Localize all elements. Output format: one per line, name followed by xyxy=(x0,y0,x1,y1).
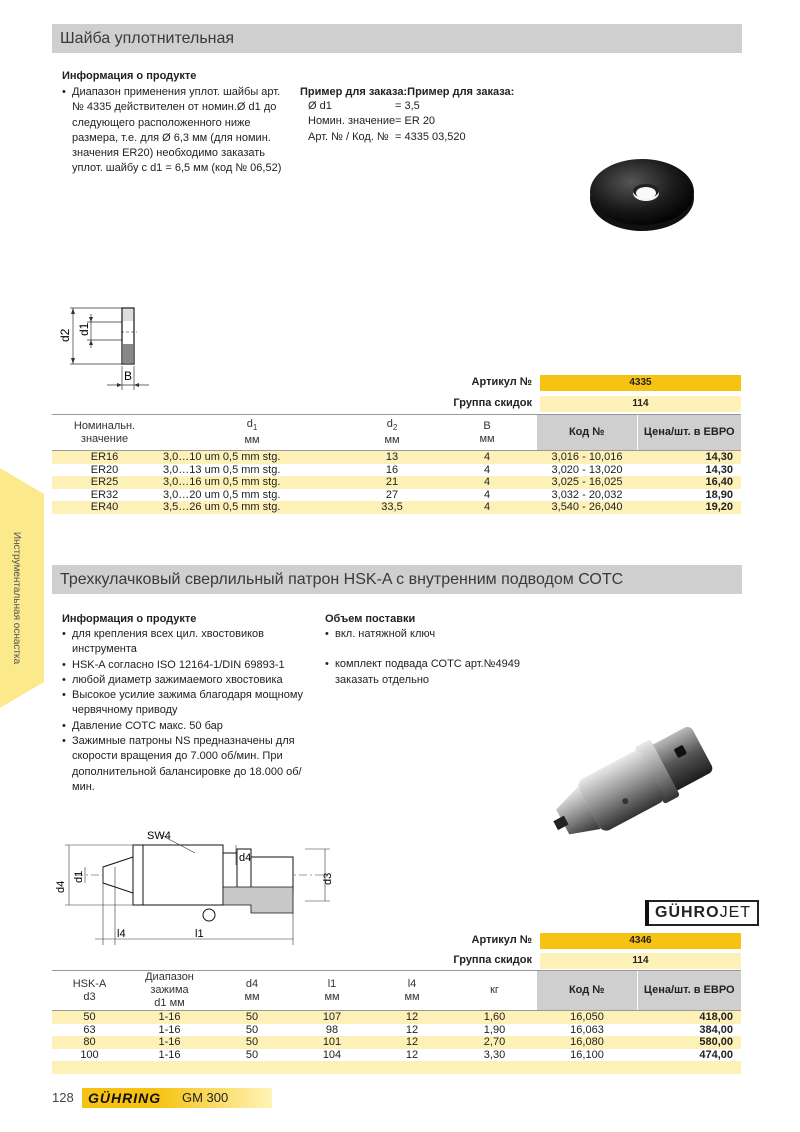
cell-d2: 21 xyxy=(347,476,437,489)
cell-l1: 104 xyxy=(292,1049,372,1062)
table-row xyxy=(52,501,741,514)
cell-d1: 3,0…10 um 0,5 mm stg. xyxy=(157,451,347,464)
cell-l1: 101 xyxy=(292,1036,372,1049)
cell-nominal: ER40 xyxy=(52,501,157,514)
label-d2: d2 xyxy=(58,328,72,342)
product-info-washer xyxy=(62,70,287,177)
info-bullet: • HSK-A согласно ISO 12164-1/DIN 69893-1 xyxy=(62,658,324,673)
cell-price: 18,90 xyxy=(637,489,741,502)
cell-price: 580,00 xyxy=(637,1036,741,1049)
info-title: Информация о продукте xyxy=(62,70,197,82)
cell-l1: 98 xyxy=(292,1024,372,1037)
cell-d4: 50 xyxy=(212,1011,292,1024)
table-row xyxy=(52,451,741,464)
table-row xyxy=(52,489,741,502)
section-title-chuck: Трехкулачковый сверлильный патрон HSK-A с внутренним подводом СОТС xyxy=(52,565,742,594)
label-d1: d1 xyxy=(73,870,85,883)
order-label: Ø d1 xyxy=(308,100,332,112)
cell-code: 16,100 xyxy=(537,1049,637,1062)
table-row xyxy=(52,1024,741,1037)
brand-logo: GÜHRING xyxy=(88,1090,162,1106)
discount-label: Группа скидок xyxy=(453,397,532,409)
scope-title: Объем поставки xyxy=(325,613,416,625)
cell-kg: 1,60 xyxy=(452,1011,537,1024)
col-d4: d4 мм xyxy=(212,971,292,1011)
scope-list xyxy=(325,627,555,688)
label-d3: d3 xyxy=(322,872,334,885)
section-title-washer: Шайба уплотнительная xyxy=(52,24,742,53)
cell-d2: 13 xyxy=(347,451,437,464)
label-sw4: SW4 xyxy=(147,830,171,842)
cell-price: 16,40 xyxy=(637,476,741,489)
cell-price: 14,30 xyxy=(637,464,741,477)
order-rows xyxy=(300,99,540,145)
label-d4: d4 xyxy=(55,880,67,893)
cell-d1: 3,5…26 um 0,5 mm stg. xyxy=(157,501,347,514)
cell-hsk: 63 xyxy=(52,1024,127,1037)
cell-code: 3,540 - 26,040 xyxy=(537,501,637,514)
order-example xyxy=(300,86,540,145)
col-hsk: HSK-A d3 xyxy=(52,971,127,1011)
washer-drawing xyxy=(55,300,155,392)
page-number: 128 xyxy=(52,1090,74,1105)
side-tab xyxy=(0,468,44,708)
info-title: Информация о продукте xyxy=(62,613,197,625)
cell-range: 1-16 xyxy=(127,1024,212,1037)
scope-of-delivery xyxy=(325,613,555,688)
scope-bullet: • вкл. натяжной ключ xyxy=(325,627,555,642)
order-label: Номин. значение xyxy=(308,115,396,128)
cell-b: 4 xyxy=(437,501,537,514)
article-value: 4335 xyxy=(540,375,741,391)
col-l4: l4 мм xyxy=(372,971,452,1011)
cell-range: 1-16 xyxy=(127,1049,212,1062)
cell-b: 4 xyxy=(437,464,537,477)
cell-hsk: 80 xyxy=(52,1036,127,1049)
info-bullet: • Высокое усилие зажима благодаря мощному червячному приводу xyxy=(62,688,324,719)
cell-nominal: ER25 xyxy=(52,476,157,489)
cell-range: 1-16 xyxy=(127,1036,212,1049)
cell-d4: 50 xyxy=(212,1024,292,1037)
table-row xyxy=(52,1036,741,1049)
col-b: B мм xyxy=(437,415,537,451)
guhrojet-logo: GÜHROJET xyxy=(645,900,759,926)
cell-d2: 16 xyxy=(347,464,437,477)
order-value: = 4335 03,520 xyxy=(395,130,466,143)
cell-code: 16,063 xyxy=(537,1024,637,1037)
table-row xyxy=(52,476,741,489)
cell-range: 1-16 xyxy=(127,1011,212,1024)
cell-d4: 50 xyxy=(212,1036,292,1049)
cell-nominal: ER32 xyxy=(52,489,157,502)
label-b: B xyxy=(124,369,133,383)
cell-d2: 27 xyxy=(347,489,437,502)
info-list xyxy=(62,627,324,795)
cell-d4: 50 xyxy=(212,1049,292,1062)
cell-l4: 12 xyxy=(372,1049,452,1062)
label-d3-top: d4 xyxy=(239,852,252,864)
cell-kg: 2,70 xyxy=(452,1036,537,1049)
catalog-model: GM 300 xyxy=(182,1090,229,1105)
info-bullet: • для крепления всех цил. хвостовиков инструмента xyxy=(62,627,324,658)
info-list xyxy=(62,85,287,177)
col-code: Код № xyxy=(537,415,637,451)
col-kg: кг xyxy=(452,971,537,1011)
chuck-drawing xyxy=(55,825,355,950)
info-bullet: • Диапазон применения уплот. шайбы арт. № 4335 действителен от номин.Ø d1 до следующего расположенного ниже размера, т.е. для Ø 6,3 мм (для номин. значения ER20) необходимо заказать уплот. шайбу с d1 = 6,5 мм (код № 06,52) xyxy=(62,85,287,177)
label-l1: l1 xyxy=(195,928,204,940)
order-value: = ER 20 xyxy=(395,115,436,128)
order-title: Пример для заказа:Пример для заказа: xyxy=(300,86,515,98)
cell-b: 4 xyxy=(437,476,537,489)
cell-price: 418,00 xyxy=(637,1011,741,1024)
discount-value: 114 xyxy=(540,396,741,412)
cell-code: 3,016 - 10,016 xyxy=(537,451,637,464)
chuck-photo xyxy=(545,705,745,865)
cell-d1: 3,0…20 um 0,5 mm stg. xyxy=(157,489,347,502)
cell-price: 384,00 xyxy=(637,1024,741,1037)
col-price: Цена/шт. в ЕВРО xyxy=(637,971,741,1011)
cell-kg: 3,30 xyxy=(452,1049,537,1062)
col-nominal: Номинальн. значение xyxy=(52,415,157,451)
cell-kg: 1,90 xyxy=(452,1024,537,1037)
cell-b: 4 xyxy=(437,489,537,502)
discount-value: 114 xyxy=(540,953,741,969)
cell-code: 16,080 xyxy=(537,1036,637,1049)
cell-d1: 3,0…16 um 0,5 mm stg. xyxy=(157,476,347,489)
cell-l4: 12 xyxy=(372,1011,452,1024)
side-tab-label: Инструментальная оснастка xyxy=(11,531,22,665)
col-range: Диапазон зажима d1 мм xyxy=(127,971,212,1011)
info-bullet: • Зажимные патроны NS предназначены для скорости вращения до 7.000 об/мин. При дополнительной балансировке до 18.000 об/мин. xyxy=(62,734,324,795)
cell-hsk: 100 xyxy=(52,1049,127,1062)
cell-code: 3,025 - 16,025 xyxy=(537,476,637,489)
cell-l4: 12 xyxy=(372,1036,452,1049)
cell-price: 19,20 xyxy=(637,501,741,514)
table-row-empty xyxy=(52,1061,741,1074)
col-d1: $d_1$ мм xyxy=(157,415,347,451)
cell-code: 16,050 xyxy=(537,1011,637,1024)
cell-nominal: ER16 xyxy=(52,451,157,464)
col-code: Код № xyxy=(537,971,637,1011)
label-d1: d1 xyxy=(77,322,91,336)
label-l4: l4 xyxy=(117,928,126,940)
washer-table xyxy=(52,414,741,514)
product-info-chuck xyxy=(62,613,324,795)
col-price: Цена/шт. в ЕВРО xyxy=(637,415,741,451)
col-l1: l1 мм xyxy=(292,971,372,1011)
table-row xyxy=(52,1011,741,1024)
cell-price: 474,00 xyxy=(637,1049,741,1062)
cell-nominal: ER20 xyxy=(52,464,157,477)
cell-l4: 12 xyxy=(372,1024,452,1037)
scope-bullet: • комплект подвада СОТС арт.№4949 заказать отдельно xyxy=(325,657,555,688)
cell-b: 4 xyxy=(437,451,537,464)
info-bullet: • Давление СОТС макс. 50 бар xyxy=(62,719,324,734)
cell-hsk: 50 xyxy=(52,1011,127,1024)
chuck-table xyxy=(52,970,741,1074)
table-row xyxy=(52,464,741,477)
discount-label: Группа скидок xyxy=(453,954,532,966)
cell-code: 3,020 - 13,020 xyxy=(537,464,637,477)
cell-d2: 33,5 xyxy=(347,501,437,514)
order-label: Арт. № / Код. № xyxy=(308,130,389,143)
cell-l1: 107 xyxy=(292,1011,372,1024)
cell-code: 3,032 - 20,032 xyxy=(537,489,637,502)
info-bullet: • любой диаметр зажимаемого хвостовика xyxy=(62,673,324,688)
article-value: 4346 xyxy=(540,933,741,949)
col-d2: $d_2$ мм xyxy=(347,415,437,451)
table-row xyxy=(52,1049,741,1062)
article-label: Артикул № xyxy=(471,376,532,388)
cell-d1: 3,0…13 um 0,5 mm stg. xyxy=(157,464,347,477)
order-value: = 3,5 xyxy=(395,100,420,112)
cell-price: 14,30 xyxy=(637,451,741,464)
article-label: Артикул № xyxy=(471,934,532,946)
washer-photo xyxy=(585,150,700,235)
